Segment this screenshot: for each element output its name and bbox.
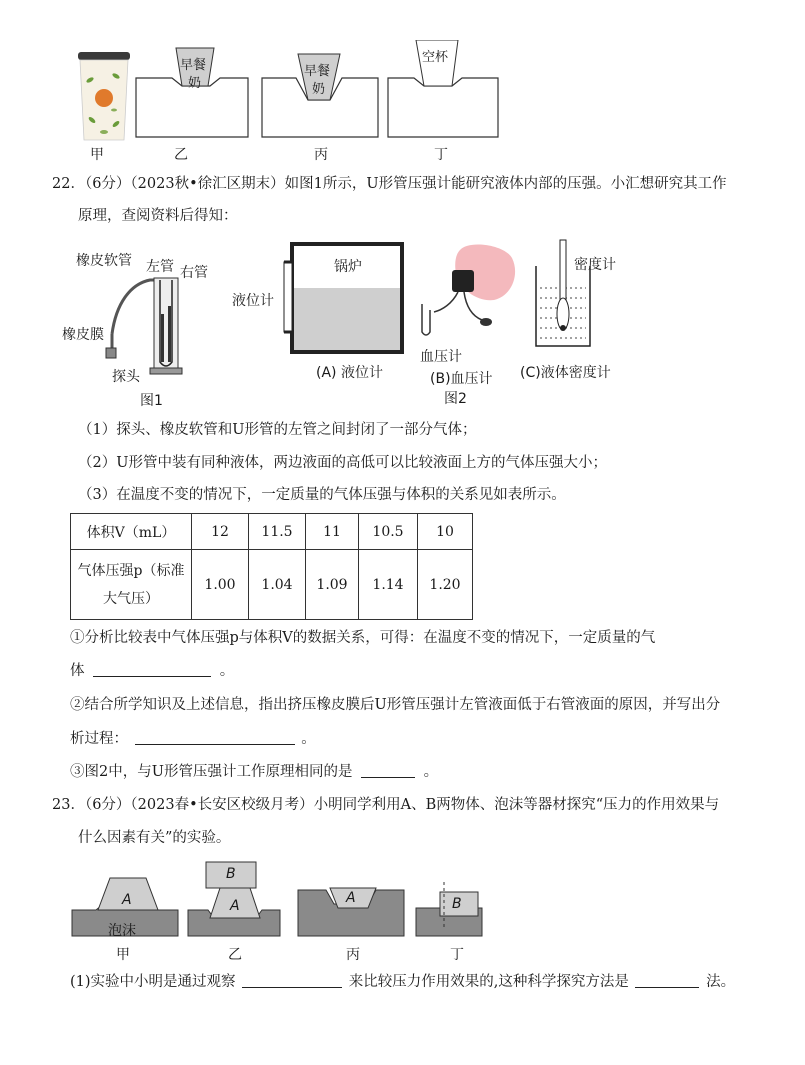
- q22-sub2-line1: ②结合所学知识及上述信息，指出挤压橡皮膜后U形管压强计左管液面低于右管液面的原因，并写出分: [70, 697, 721, 713]
- q22-sub2-pre: 析过程：: [70, 731, 128, 747]
- table-cell: 1.00: [192, 550, 249, 620]
- block-a-yi: A: [230, 898, 240, 914]
- cup-label-bing-2: 奶: [312, 82, 326, 97]
- caption-a: (A) 液位计: [316, 365, 383, 381]
- table-cell: 11: [306, 514, 359, 550]
- table-header-volume: 体积V（mL）: [71, 514, 192, 550]
- label-boiler: 锅炉: [334, 259, 362, 275]
- milk-cup-photo: [78, 52, 130, 140]
- table-cell: 1.14: [359, 550, 418, 620]
- block-b-yi: B: [226, 866, 236, 882]
- cup-label-ding: 空杯: [422, 50, 449, 65]
- fig-label-yi: 乙: [174, 147, 188, 163]
- q23-heading-cont: 什么因素有关”的实验。: [78, 830, 231, 846]
- caption-fig1: 图1: [140, 393, 163, 409]
- caption-fig2: 图2: [444, 391, 467, 407]
- foam-label: 泡沫: [108, 923, 136, 939]
- q23-fig-label-jia: 甲: [116, 947, 130, 963]
- caption-c: (C)液体密度计: [520, 365, 611, 381]
- q22-sub3-post: 。: [423, 764, 439, 780]
- table-cell: 12: [192, 514, 249, 550]
- table-header-pressure-a: 气体压强p（标准: [77, 562, 185, 579]
- q22-point-2: （2）U形管中装有同种液体，两边液面的高低可以比较液面上方的气体压强大小；: [78, 455, 607, 471]
- cup-label-yi-2: 奶: [188, 76, 202, 91]
- q22-sub3: [70, 762, 438, 782]
- q22-heading-cont: 原理，查阅资料后得知：: [78, 208, 238, 224]
- caption-b: (B)血压计: [430, 371, 493, 387]
- table-cell: 10.5: [359, 514, 418, 550]
- q22-sub1-pre: 体: [70, 663, 85, 679]
- label-probe: 探头: [112, 369, 140, 385]
- q22-sub1-line2: [70, 661, 234, 681]
- figure-2c: [510, 236, 640, 386]
- top-figure-svg: [60, 40, 520, 170]
- label-right-tube: 右管: [180, 265, 208, 281]
- foam-ding-2: [416, 882, 482, 936]
- table-cell: 1.20: [418, 550, 473, 620]
- pressure-volume-table: [70, 513, 473, 620]
- figure-2a: [228, 238, 408, 388]
- q23-sub1-pre: (1)实验中小明是通过观察: [70, 974, 236, 990]
- block-a-bing: A: [346, 890, 356, 906]
- q23-figure: [70, 858, 490, 968]
- block-a-jia: A: [122, 892, 132, 908]
- label-hose: 橡皮软管: [76, 253, 132, 269]
- table-cell: 1.04: [249, 550, 306, 620]
- q23-sub1: [70, 972, 735, 992]
- label-left-tube: 左管: [146, 259, 174, 275]
- table-cell: 1.09: [306, 550, 359, 620]
- q22-point-1: （1）探头、橡皮软管和U形管的左管之间封闭了一部分气体；: [78, 422, 477, 438]
- table-row: [71, 514, 473, 550]
- fig-label-bing: 丙: [314, 147, 328, 163]
- q23-fig-label-yi: 乙: [228, 947, 242, 963]
- table-cell: 11.5: [249, 514, 306, 550]
- cup-label-bing-1: 早餐: [304, 64, 331, 79]
- q22-sub1-line1: ①分析比较表中气体压强p与体积V的数据关系，可得：在温度不变的情况下，一定质量的气: [70, 630, 656, 646]
- q23-sub1-mid: 来比较压力作用效果的,这种科学探究方法是: [348, 974, 629, 990]
- label-bp-meter: 血压计: [420, 349, 462, 365]
- label-level-gauge: 液位计: [232, 293, 274, 309]
- label-densimeter: 密度计: [574, 257, 616, 273]
- q22-sub2-line2: [70, 729, 316, 749]
- q22-sub3-pre: ③图2中，与U形管压强计工作原理相同的是: [70, 764, 353, 780]
- q22-heading: 22．（6分）（2023秋•徐汇区期末）如图1所示，U形管压强计能研究液体内部的压强。小汇想研究其工作: [52, 176, 727, 192]
- answer-blank-1[interactable]: [93, 662, 211, 677]
- answer-blank-3[interactable]: [361, 763, 415, 778]
- cup-label-yi-1: 早餐: [180, 58, 207, 73]
- q23-fig-label-ding: 丁: [450, 947, 464, 963]
- answer-blank-5[interactable]: [635, 973, 699, 988]
- table-cell: 10: [418, 514, 473, 550]
- label-membrane: 橡皮膜: [62, 327, 104, 343]
- q23-heading: 23．（6分）（2023春•长安区校级月考）小明同学利用A、B两物体、泡沫等器材探究“压力的作用效果与: [52, 797, 720, 813]
- figure-1: [60, 244, 220, 414]
- q22-point-3: （3）在温度不变的情况下，一定质量的气体压强与体积的关系见如表所示。: [78, 487, 566, 503]
- foam-blocks-svg: [70, 858, 490, 968]
- fig-label-ding: 丁: [434, 147, 448, 163]
- fig-label-jia: 甲: [90, 147, 104, 163]
- table-row: [71, 550, 473, 620]
- q23-sub1-post: 法。: [706, 974, 736, 990]
- q23-fig-label-bing: 丙: [346, 947, 360, 963]
- table-header-pressure-b: 大气压）: [103, 590, 159, 607]
- q22-sub1-post: 。: [219, 663, 235, 679]
- answer-blank-4[interactable]: [242, 973, 342, 988]
- q22-sub2-post: 。: [301, 731, 316, 747]
- block-b-ding: B: [452, 896, 462, 912]
- table-header-pressure: [71, 550, 192, 620]
- answer-blank-2[interactable]: [135, 730, 295, 745]
- top-figure: [60, 40, 520, 170]
